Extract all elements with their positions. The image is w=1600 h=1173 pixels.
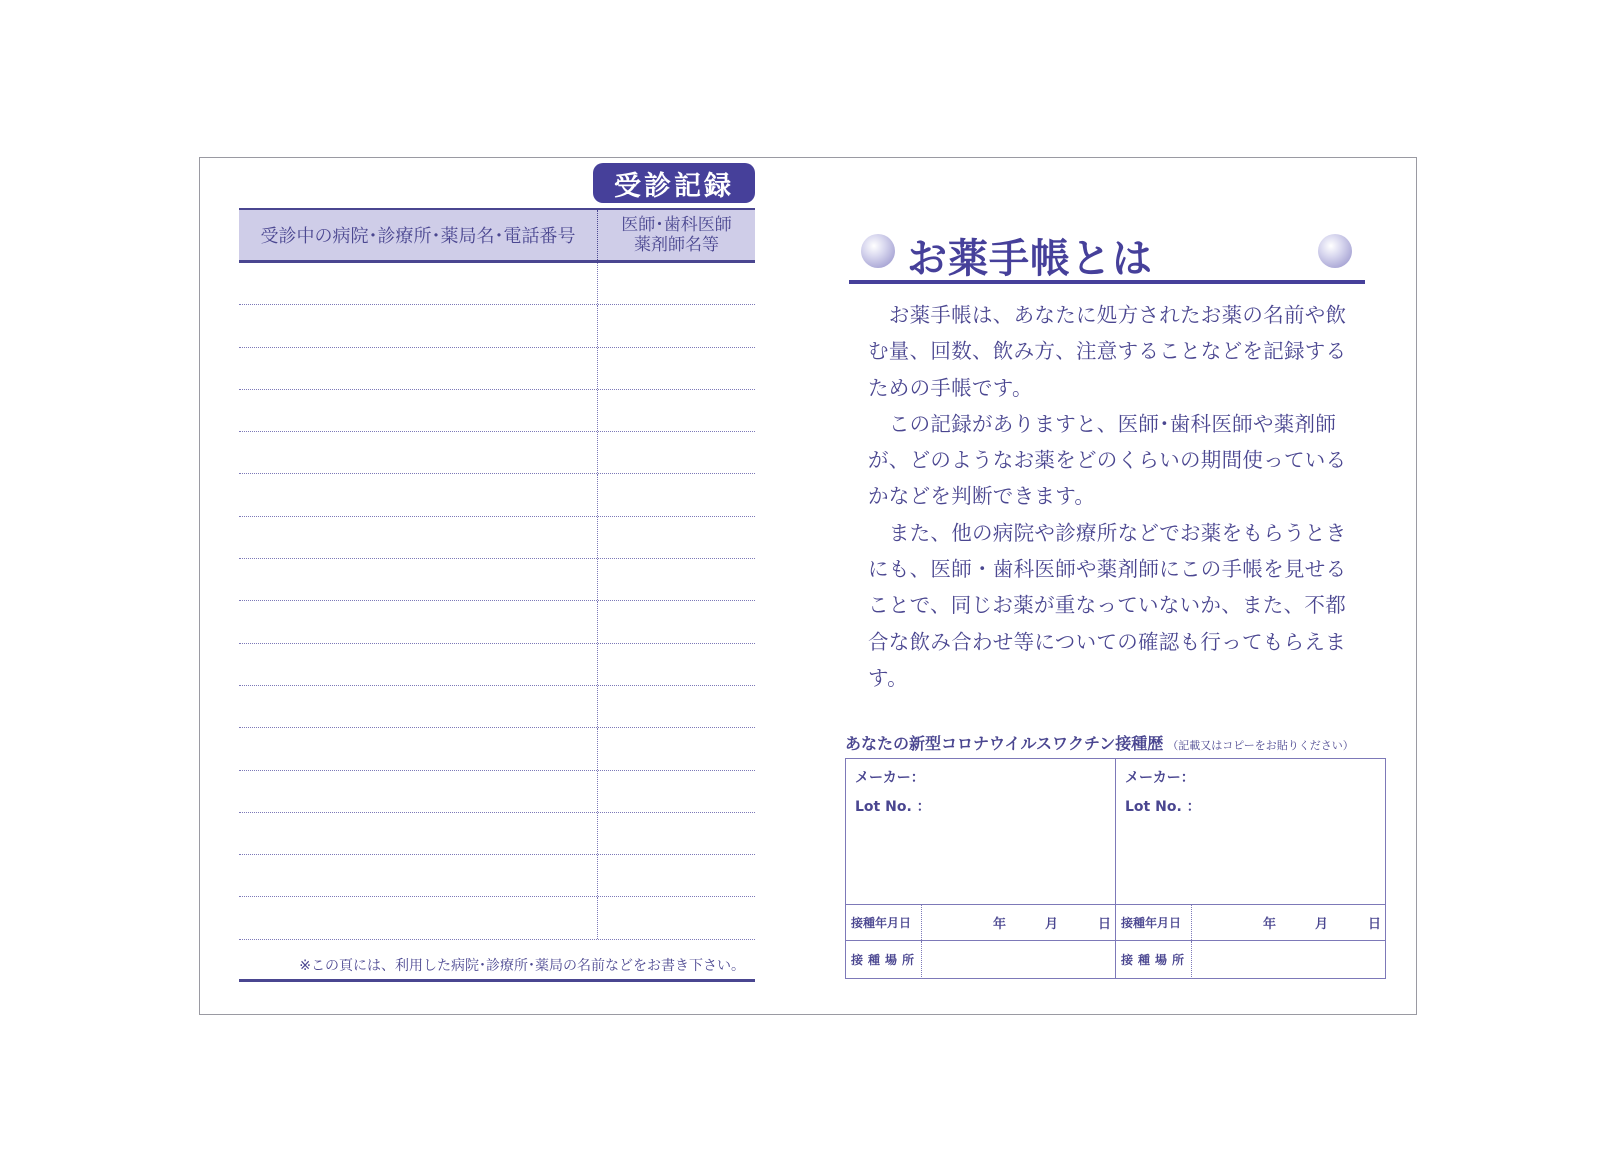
hospital-cell[interactable] [239, 601, 598, 642]
visit-bottom-rule [239, 979, 755, 982]
vaccination-date-row[interactable] [1116, 904, 1385, 941]
doctor-header-line1: 医師･歯科医師 [621, 215, 732, 235]
visit-record-title: 受診記録 [593, 163, 755, 203]
vaccine-history-title [845, 731, 1354, 754]
decorative-ball-icon [1318, 234, 1352, 268]
hospital-column-header: 受診中の病院･診療所･薬局名･電話番号 [239, 210, 598, 260]
doctor-cell[interactable] [598, 305, 755, 346]
doctor-cell[interactable] [598, 559, 755, 600]
doctor-cell[interactable] [598, 348, 755, 389]
vaccine-record-1[interactable] [846, 759, 1115, 978]
doctor-cell[interactable] [598, 517, 755, 558]
doctor-cell[interactable] [598, 813, 755, 854]
about-paragraph-3 [868, 515, 1358, 696]
doctor-cell[interactable] [598, 686, 755, 727]
hospital-cell[interactable] [239, 728, 598, 769]
visit-row[interactable] [239, 559, 755, 601]
visit-row[interactable] [239, 348, 755, 390]
vaccination-date-label: 接種年月日 [846, 905, 922, 940]
visit-row[interactable] [239, 897, 755, 939]
doctor-cell[interactable] [598, 601, 755, 642]
vaccine-record-2[interactable] [1115, 759, 1385, 978]
about-title: お薬手帳とは [907, 236, 1153, 282]
year-label: 年 [1263, 917, 1277, 932]
vaccination-date-row[interactable] [846, 904, 1115, 941]
hospital-cell[interactable] [239, 390, 598, 431]
maker-label: メーカー： [855, 770, 925, 786]
doctor-cell[interactable] [598, 263, 755, 304]
doctor-header-line2: 薬剤師名等 [634, 235, 719, 255]
about-heading [849, 225, 1365, 281]
hospital-cell[interactable] [239, 771, 598, 812]
hospital-cell[interactable] [239, 644, 598, 685]
hospital-cell[interactable] [239, 855, 598, 896]
doctor-column-header [598, 210, 755, 260]
hospital-cell[interactable] [239, 474, 598, 515]
visit-row[interactable] [239, 644, 755, 686]
hospital-cell[interactable] [239, 813, 598, 854]
doctor-cell[interactable] [598, 771, 755, 812]
visit-row[interactable] [239, 517, 755, 559]
about-paragraph-1 [868, 297, 1358, 406]
visit-row[interactable] [239, 601, 755, 643]
hospital-cell[interactable] [239, 305, 598, 346]
doctor-cell[interactable] [598, 390, 755, 431]
month-label: 月 [1045, 917, 1059, 932]
vaccine-title-note: （記載又はコピーをお貼りください） [1167, 739, 1354, 752]
vaccination-place-label: 接種場所 [1116, 941, 1192, 977]
visit-row[interactable] [239, 432, 755, 474]
doctor-cell[interactable] [598, 432, 755, 473]
hospital-cell[interactable] [239, 559, 598, 600]
doctor-cell[interactable] [598, 474, 755, 515]
hospital-cell[interactable] [239, 897, 598, 938]
visit-row[interactable] [239, 474, 755, 516]
visit-row[interactable] [239, 305, 755, 347]
hospital-cell[interactable] [239, 263, 598, 304]
maker-label: メーカー： [1125, 770, 1195, 786]
visit-record-table [239, 208, 755, 940]
visit-row[interactable] [239, 855, 755, 897]
visit-row[interactable] [239, 771, 755, 813]
doctor-cell[interactable] [598, 897, 755, 938]
doctor-cell[interactable] [598, 644, 755, 685]
lot-label: Lot No. ： [855, 799, 931, 815]
visit-row[interactable] [239, 263, 755, 305]
about-paragraph-2 [868, 406, 1358, 515]
hospital-cell[interactable] [239, 686, 598, 727]
day-label: 日 [1368, 917, 1382, 932]
visit-rows [239, 263, 755, 940]
about-heading-rule [849, 280, 1365, 284]
doctor-cell[interactable] [598, 855, 755, 896]
about-paragraph-3-text: また、他の病院や診療所などでお薬をもらうときにも、医師・歯科医師や薬剤師にこの手帳を見せることで、同じお薬が重なっていないか、また、不都合な飲み合わせ等についての確認も行ってもらえます。 [868, 520, 1347, 690]
visit-row[interactable] [239, 813, 755, 855]
vaccination-date-label: 接種年月日 [1116, 905, 1192, 940]
vaccination-place-row[interactable] [1116, 941, 1385, 977]
visit-table-header [239, 208, 755, 263]
about-paragraph-1-text: お薬手帳は、あなたに処方されたお薬の名前や飲む量、回数、飲み方、注意することなどを記録するための手帳です。 [868, 303, 1347, 400]
month-label: 月 [1315, 917, 1329, 932]
decorative-ball-icon [861, 234, 895, 268]
vaccination-place-row[interactable] [846, 941, 1115, 977]
about-body [868, 297, 1358, 696]
hospital-cell[interactable] [239, 432, 598, 473]
hospital-cell[interactable] [239, 517, 598, 558]
visit-row[interactable] [239, 686, 755, 728]
hospital-cell[interactable] [239, 348, 598, 389]
doctor-cell[interactable] [598, 728, 755, 769]
vaccine-title-text: あなたの新型コロナウイルスワクチン接種歴 [845, 734, 1164, 753]
visit-row[interactable] [239, 390, 755, 432]
visit-record-note: ※この頁には、利用した病院･診療所･薬局の名前などをお書き下さい。 [299, 958, 745, 974]
vaccine-record-box [845, 758, 1386, 979]
lot-label: Lot No. ： [1125, 799, 1201, 815]
about-paragraph-2-text: この記録がありますと、医師･歯科医師や薬剤師が、どのようなお薬をどのくらいの期間使っているかなどを判断できます。 [868, 411, 1347, 509]
year-label: 年 [993, 917, 1007, 932]
vaccination-place-label: 接種場所 [846, 941, 922, 977]
visit-row[interactable] [239, 728, 755, 770]
day-label: 日 [1098, 917, 1112, 932]
